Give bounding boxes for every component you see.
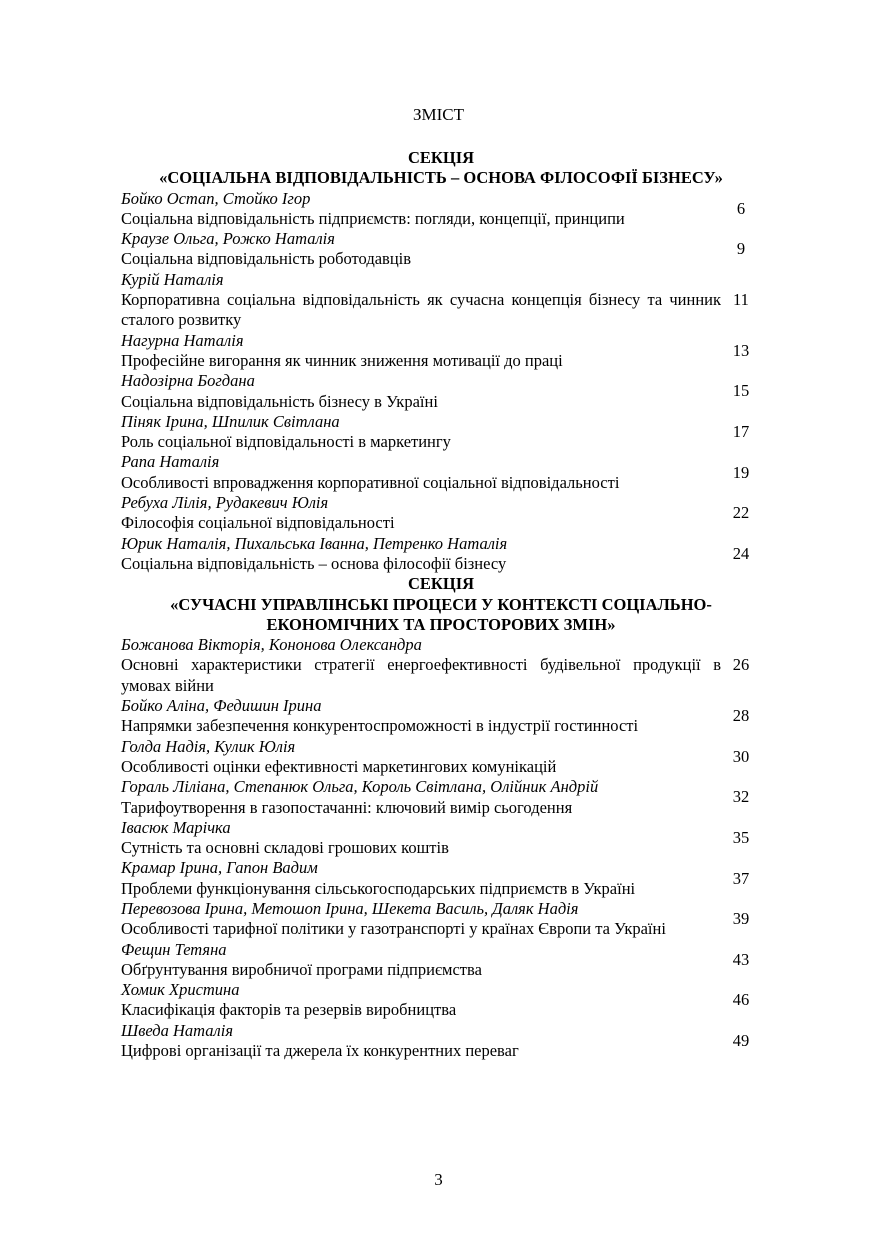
- entry-authors: Шведа Наталія: [121, 1020, 233, 1040]
- entry-authors: Нагурна Наталія: [121, 330, 244, 350]
- toc-entry: [121, 737, 761, 778]
- entry-title: Проблеми функціонування сільськогосподарських підприємств в Україні: [121, 878, 636, 898]
- entry-page-number: 30: [732, 746, 750, 766]
- entry-title: Філософія соціальної відповідальності: [121, 513, 395, 533]
- toc-entry: [121, 899, 761, 940]
- entry-authors: Божанова Вікторія, Кононова Олександра: [121, 635, 422, 655]
- entry-page-number: 39: [732, 909, 750, 929]
- section-subheading: «СУЧАСНІ УПРАВЛІНСЬКІ ПРОЦЕСИ У КОНТЕКСТІ СОЦІАЛЬНО-: [170, 594, 712, 614]
- entry-page-number: 35: [732, 827, 750, 847]
- entry-title: Напрямки забезпечення конкурентоспроможності в індустрії гостинності: [121, 716, 639, 736]
- entry-page-number: 15: [732, 381, 750, 401]
- toc-entry: [121, 493, 761, 534]
- entry-authors: Піняк Ірина, Шпилик Світлана: [121, 411, 340, 431]
- toc-entry: [121, 818, 761, 859]
- entry-page-number: 6: [736, 198, 746, 218]
- entry-title: Соціальна відповідальність роботодавців: [121, 249, 412, 269]
- entry-authors: Краузе Ольга, Рожко Наталія: [121, 229, 335, 249]
- entry-page-number: 32: [732, 787, 750, 807]
- entry-authors: Рапа Наталія: [121, 452, 220, 472]
- entry-title: Особливості тарифної політики у газотранспорті у країнах Європи та Україні: [121, 919, 666, 939]
- table-of-contents: [121, 148, 761, 1061]
- entry-authors: Крамар Ірина, Гапон Вадим: [121, 858, 318, 878]
- toc-entry: [121, 777, 761, 818]
- entry-page-number: 9: [736, 239, 746, 259]
- entry-title: Особливості оцінки ефективності маркетингових комунікацій: [121, 756, 557, 776]
- entry-authors: Надозірна Богдана: [121, 371, 255, 391]
- entry-title: Соціальна відповідальність – основа філософії бізнесу: [121, 553, 507, 573]
- entry-authors: Івасюк Марічка: [121, 817, 231, 837]
- entry-page-number: 46: [732, 990, 750, 1010]
- entry-title: Особливості впровадження корпоративної соціальної відповідальності: [121, 472, 620, 492]
- entry-authors: Юрик Наталія, Пихальська Іванна, Петренко Наталія: [121, 533, 508, 553]
- toc-entry: [121, 331, 761, 372]
- entry-page-number: 28: [732, 706, 750, 726]
- section-1: [121, 148, 761, 574]
- entry-page-number: 49: [732, 1030, 750, 1050]
- entry-page-number: 19: [732, 462, 750, 482]
- section-subheading: ЕКОНОМІЧНИХ ТА ПРОСТОРОВИХ ЗМІН»: [266, 614, 616, 634]
- toc-entry: [121, 696, 761, 737]
- entry-authors: Хомик Христина: [121, 980, 240, 1000]
- entry-page-number: 17: [732, 422, 750, 441]
- entry-title: Соціальна відповідальність підприємств: погляди, концепції, принципи: [121, 208, 625, 228]
- toc-entry: [121, 940, 761, 981]
- entry-title: Корпоративна соціальна відповідальність як сучасна концепція бізнесу та чинник сталого розвитку: [121, 290, 721, 330]
- entry-authors: Перевозова Ірина, Метошоп Ірина, Шекета Василь, Даляк Надія: [121, 898, 579, 918]
- entry-page-number: 37: [732, 868, 750, 888]
- toc-entry: [121, 534, 761, 575]
- toc-entry: [121, 412, 761, 453]
- entry-page-number: 13: [732, 340, 750, 360]
- entry-page-number: 22: [732, 503, 750, 523]
- entry-authors: Фещин Тетяна: [121, 939, 227, 959]
- toc-entry: [121, 635, 761, 696]
- entry-authors: Курій Наталія: [121, 269, 224, 289]
- entry-page-number: 11: [733, 290, 749, 310]
- entry-title: Основні характеристики стратегії енергоефективності будівельної продукції в умовах війни: [121, 655, 721, 695]
- entry-title: Професійне вигорання як чинник зниження мотивації до праці: [121, 350, 563, 370]
- entry-authors: Бойко Аліна, Федишин Ірина: [121, 696, 322, 716]
- entry-authors: Голда Надія, Кулик Юлія: [121, 736, 296, 756]
- entry-title: Сутність та основні складові грошових коштів: [121, 838, 449, 858]
- entry-authors: Бойко Остап, Стойко Ігор: [121, 188, 311, 208]
- entry-page-number: 43: [732, 949, 750, 969]
- section-subheading: «СОЦІАЛЬНА ВІДПОВІДАЛЬНІСТЬ – ОСНОВА ФІЛОСОФІЇ БІЗНЕСУ»: [159, 168, 723, 188]
- toc-entry: [121, 371, 761, 412]
- entry-authors: Ребуха Лілія, Рудакевич Юлія: [121, 493, 329, 513]
- entry-title: Обґрунтування виробничої програми підприємства: [121, 959, 482, 979]
- entry-title: Цифрові організації та джерела їх конкурентних переваг: [121, 1041, 519, 1061]
- entry-title: Роль соціальної відповідальності в маркетингу: [121, 432, 451, 452]
- toc-entry: [121, 980, 761, 1021]
- section-heading: СЕКЦІЯ: [407, 574, 475, 594]
- entry-title: Тарифоутворення в газопостачанні: ключовий вимір сьогодення: [121, 797, 573, 817]
- entry-title: Класифікація факторів та резервів виробництва: [121, 1000, 457, 1020]
- entry-title: Соціальна відповідальність бізнесу в Україні: [121, 391, 438, 411]
- toc-entry: [121, 229, 761, 270]
- entry-page-number: 24: [732, 543, 750, 563]
- toc-title: ЗМІСТ: [412, 105, 465, 124]
- toc-entry: [121, 1021, 761, 1062]
- toc-entry: [121, 452, 761, 493]
- entry-page-number: 26: [732, 655, 750, 675]
- page-number: 3: [434, 1170, 443, 1189]
- toc-entry: [121, 189, 761, 230]
- section-heading: СЕКЦІЯ: [407, 148, 475, 167]
- toc-entry: [121, 858, 761, 899]
- section-2: [121, 574, 761, 1061]
- toc-entry: [121, 270, 761, 331]
- entry-authors: Гораль Ліліана, Степанюк Ольга, Король Світлана, Олійник Андрій: [121, 777, 599, 797]
